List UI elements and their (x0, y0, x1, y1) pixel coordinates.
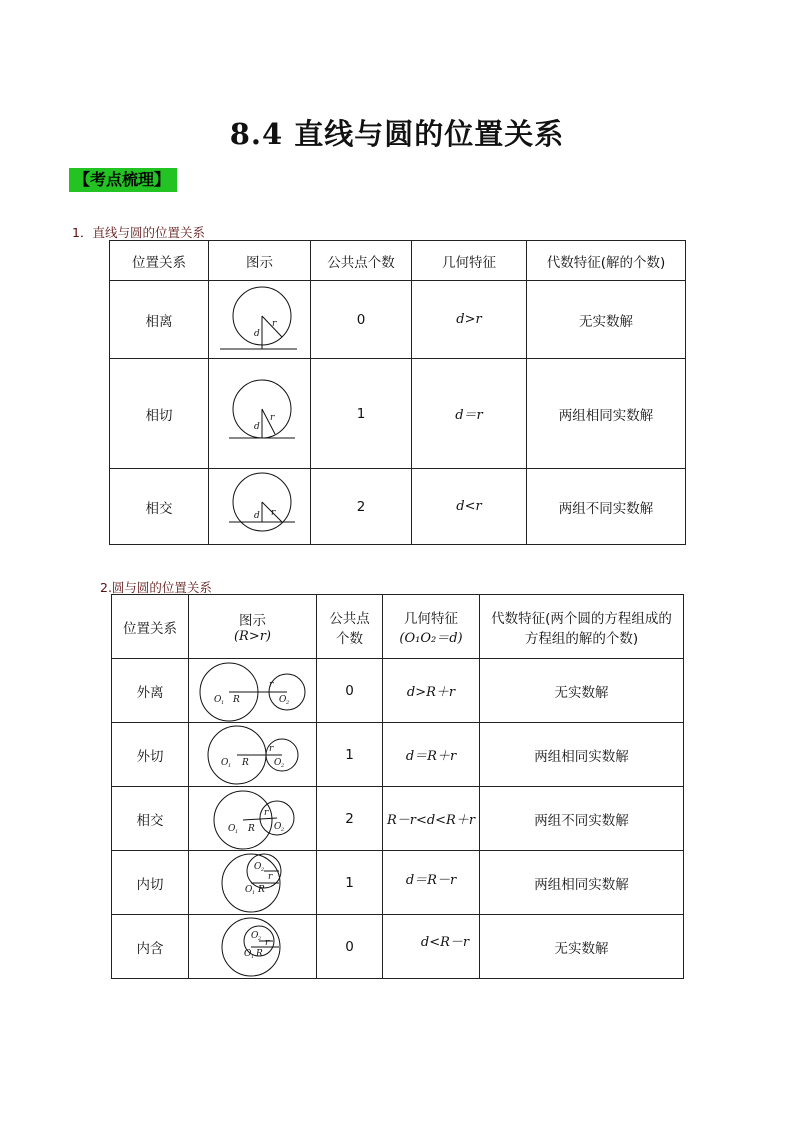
algebra-cell: 两组相同实数解 (480, 723, 684, 787)
points-cell: 2 (317, 787, 383, 851)
big-r-label: R (257, 884, 265, 895)
header-cell: 位置关系 (110, 241, 209, 281)
points-cell: 1 (317, 723, 383, 787)
geometry-cell: d＝r (412, 359, 527, 469)
o2-label: O (273, 821, 281, 832)
page-title: 8.4 直线与圆的位置关系 (229, 117, 565, 151)
o2-subscript: 2 (257, 935, 261, 942)
o1-subscript: 1 (251, 889, 255, 896)
circles-internal-tangent-diagram (193, 852, 313, 914)
big-r-label: R (232, 694, 240, 705)
relation-cell: 相切 (110, 359, 209, 469)
header-points-2: 个数 (336, 630, 363, 647)
figure-cell (209, 469, 311, 545)
o2-label: O (250, 930, 258, 941)
circles-intersecting-diagram (193, 788, 313, 850)
algebra-cell: 两组不同实数解 (480, 787, 684, 851)
algebra-cell: 无实数解 (527, 281, 686, 359)
header-points-1: 公共点 (329, 610, 370, 627)
r-label: r (268, 743, 273, 754)
points-cell: 0 (317, 659, 383, 723)
relation-cell: 外离 (112, 659, 189, 723)
o2-subscript: 2 (280, 762, 284, 769)
header-geometry-1: 几何特征 (404, 611, 458, 627)
geometry-cell: d<R－r (383, 915, 480, 979)
o1-subscript: 1 (234, 828, 238, 835)
r-label: r (271, 318, 276, 329)
o1-label: O (244, 884, 252, 895)
d-label: d (253, 421, 260, 432)
r-label: r (267, 871, 272, 882)
figure-cell (189, 723, 317, 787)
section2-heading: 2.圆与圆的位置关系 (100, 580, 212, 595)
header-cell (317, 595, 383, 659)
figure-cell (189, 787, 317, 851)
line-tangent-diagram (215, 379, 305, 449)
header-cell: 几何特征 (412, 241, 527, 281)
o1-subscript: 1 (227, 762, 231, 769)
r-label: r (269, 412, 274, 423)
o1-label: O (243, 948, 251, 959)
header-cell: 公共点个数 (311, 241, 412, 281)
relation-cell: 内切 (112, 851, 189, 915)
table-row (110, 359, 686, 469)
algebra-cell: 无实数解 (480, 915, 684, 979)
relation-cell: 内含 (112, 915, 189, 979)
table-row (112, 787, 684, 851)
line-circle-table (109, 240, 686, 545)
figure-cell (189, 915, 317, 979)
points-cell: 2 (311, 469, 412, 545)
table-row (112, 723, 684, 787)
r-label: r (264, 937, 269, 948)
section-badge: 【考点梳理】 (69, 168, 177, 192)
table-row (112, 659, 684, 723)
header-cell (189, 595, 317, 659)
header-cell: 位置关系 (112, 595, 189, 659)
relation-cell: 外切 (112, 723, 189, 787)
header-figure: 图示 (239, 613, 266, 629)
big-r-label: R (255, 948, 263, 959)
relation-cell: 相离 (110, 281, 209, 359)
o2-subscript: 2 (280, 826, 284, 833)
geometry-cell: d<r (412, 469, 527, 545)
o2-subscript: 2 (260, 866, 264, 873)
geometry-cell: d＝R＋r (383, 723, 480, 787)
section1-heading: 1．直线与圆的位置关系 (72, 225, 205, 240)
geometry-cell: d>r (412, 281, 527, 359)
geometry-cell: d＝R－r (383, 851, 480, 915)
relation-cell: 相交 (112, 787, 189, 851)
line-intersect-diagram (215, 472, 305, 542)
figure-cell (209, 281, 311, 359)
o1-label: O (213, 694, 221, 705)
header-cell: 图示 (209, 241, 311, 281)
o1-label: O (227, 823, 235, 834)
header-cell: 代数特征(解的个数) (527, 241, 686, 281)
circle-circle-table (111, 594, 684, 979)
geometry-cell: d>R＋r (383, 659, 480, 723)
o2-subscript: 2 (285, 699, 289, 706)
header-geometry-2: (O₁O₂＝d) (399, 631, 463, 646)
geometry-cell: R－r<d<R＋r (383, 787, 480, 851)
circles-contained-diagram (193, 916, 313, 978)
table-header-row (110, 241, 686, 281)
big-r-label: R (247, 823, 255, 834)
header-algebra-2: 方程组的解的个数) (524, 630, 639, 647)
header-cell (383, 595, 480, 659)
big-r-label: R (241, 757, 249, 768)
figure-cell (189, 659, 317, 723)
points-cell: 0 (311, 281, 412, 359)
o1-label: O (220, 757, 228, 768)
o2-label: O (278, 694, 286, 705)
points-cell: 0 (317, 915, 383, 979)
circles-external-separate-diagram (193, 660, 313, 722)
circles-external-tangent-diagram (193, 724, 313, 786)
o2-label: O (273, 757, 281, 768)
points-cell: 1 (311, 359, 412, 469)
table-header-row (112, 595, 684, 659)
algebra-cell: 无实数解 (480, 659, 684, 723)
r-label: r (270, 507, 275, 518)
line-separate-diagram (215, 285, 305, 355)
algebra-cell: 两组相同实数解 (527, 359, 686, 469)
o1-subscript: 1 (220, 699, 224, 706)
r-label: r (268, 679, 273, 690)
algebra-cell: 两组相同实数解 (480, 851, 684, 915)
algebra-cell: 两组不同实数解 (527, 469, 686, 545)
points-cell: 1 (317, 851, 383, 915)
header-figure-sub: (R>r) (233, 629, 272, 644)
figure-cell (209, 359, 311, 469)
header-algebra-1: 代数特征(两个圆的方程组成的 (491, 610, 672, 627)
relation-cell: 相交 (110, 469, 209, 545)
o2-label: O (253, 861, 261, 872)
table-row (112, 915, 684, 979)
d-label: d (253, 328, 260, 339)
o1-subscript: 1 (250, 953, 254, 960)
table-row (110, 281, 686, 359)
r-label: r (263, 807, 268, 818)
header-cell (480, 595, 684, 659)
table-row (110, 469, 686, 545)
figure-cell (189, 851, 317, 915)
d-label: d (253, 510, 260, 521)
table-row (112, 851, 684, 915)
